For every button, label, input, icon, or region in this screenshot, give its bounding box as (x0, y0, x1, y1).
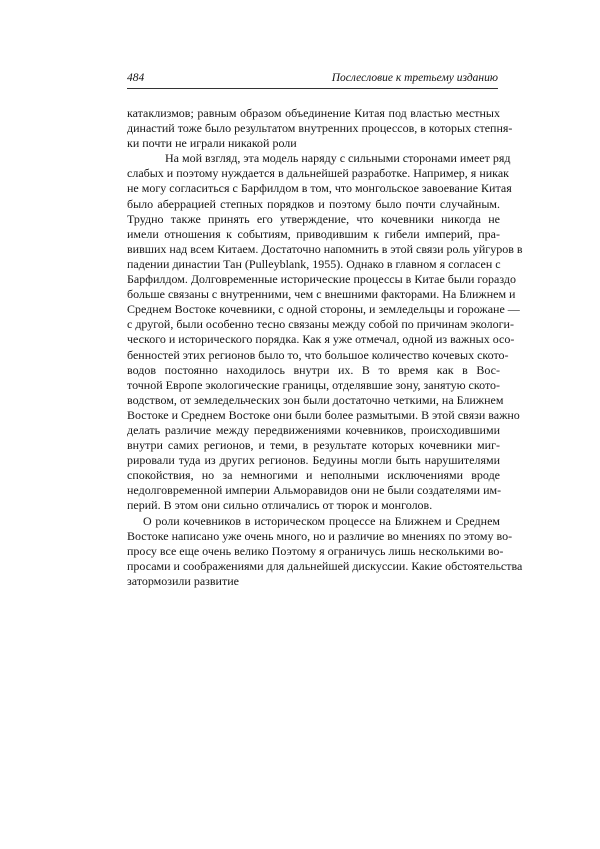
text-line: падении династии Тан (Pulleyblank, 1955). Однако в главном я согласен с (127, 256, 501, 271)
text-line: с другой, были особенно тесно связаны между собой по причинам экологи- (127, 317, 514, 332)
text-line: больше связаны с внутренними, чем с внешними факторами. На Ближнем и (127, 287, 516, 302)
text-line: спокойствия, но за немногими и неполными исключениями вроде (127, 468, 500, 483)
text-line: О роли кочевников в историческом процессе на Ближнем и Среднем (143, 513, 500, 528)
text-line: водов постоянно находилось внутри их. В то время как в Вос- (127, 362, 500, 377)
text-line: слабых и поэтому нуждается в дальнейшей разработке. Например, я никак (127, 166, 509, 181)
text-line: Трудно также принять его утверждение, что кочевники никогда не (127, 211, 500, 226)
text-line: было аберрацией степных порядков и поэтому было почти случайным. (127, 196, 500, 211)
paragraph (127, 106, 513, 151)
text-line: династий тоже было результатом внутренних процессов, в которых степня- (127, 121, 513, 136)
text-line: делать различие между передвижениями кочевников, происходившими (127, 422, 500, 437)
text-line: недолговременной империи Альморавидов они не были создателями им- (127, 483, 502, 498)
text-line: катаклизмов; равным образом объединение Китая под властью местных (127, 106, 500, 120)
text-line: имели отношения к событиям, приводившим к гибели империй, пра- (127, 226, 500, 241)
paragraph (127, 513, 523, 589)
page-number: 484 (127, 72, 145, 84)
text-line: перий. В этом они сильно отличались от тюрок и монголов. (127, 498, 433, 513)
text-line: ки почти не играли никакой роли (127, 136, 297, 151)
text-line: не могу согласиться с Барфилдом в том, что монгольское завоевание Китая (127, 181, 512, 196)
paragraph (127, 151, 523, 513)
text-line: Барфилдом. Долговременные исторические процессы в Китае были гораздо (127, 272, 516, 287)
text-line: точной Европе экологические границы, отделявшие зону, занятую ското- (127, 377, 501, 392)
text-line: внутри самих регионов, и теми, в результате которых кочевники миг- (127, 438, 500, 453)
page-header (127, 72, 498, 89)
text-line: Среднем Востоке кочевники, с одной стороны, и земледельцы и горожане — (127, 302, 520, 317)
text-line: водством, от земледельческих зон были достаточно четкими, на Ближнем (127, 392, 504, 407)
text-line: Востоке и Среднем Востоке они были более размытыми. В этой связи важно (127, 407, 520, 422)
text-line: рировали туда из других регионов. Бедуины могли быть нарушителями (127, 453, 500, 468)
text-line: ческого и исторического порядка. Как я уже отмечал, одной из важных осо- (127, 332, 515, 347)
text-line: Востоке написано уже очень много, но и различие во мнениях по этому во- (127, 528, 513, 543)
text-line: просами и соображениями для дальнейшей дискуссии. Какие обстоятельства (127, 558, 523, 573)
text-line: просу все еще очень велико Поэтому я ограничусь лишь несколькими во- (127, 543, 504, 558)
text-line: бенностей этих регионов было то, что большое количество кочевых ското- (127, 347, 509, 362)
text-line: На мой взгляд, эта модель наряду с сильными сторонами имеет ряд (165, 151, 511, 166)
running-title: Послесловие к третьему изданию (331, 72, 498, 84)
body-text (127, 106, 523, 589)
text-line: вивших над всем Китаем. Достаточно напомнить в этой связи роль уйгуров в (127, 241, 523, 256)
text-line: затормозили развитие (127, 573, 239, 588)
